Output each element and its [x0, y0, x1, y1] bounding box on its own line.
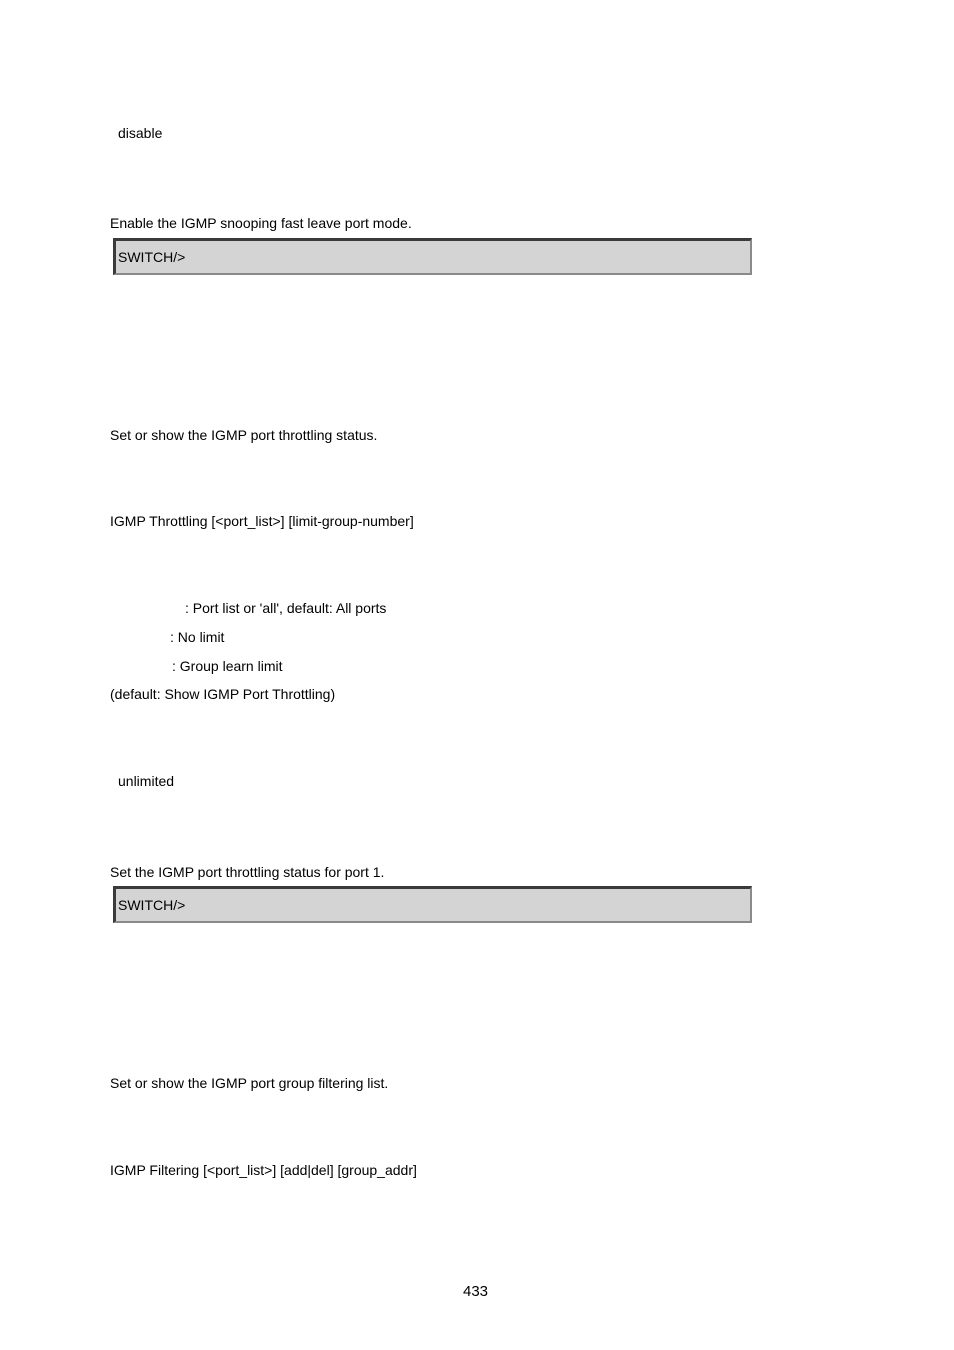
command-syntax: IGMP Filtering [<port_list>] [add|del] [group_addr] — [110, 1162, 417, 1178]
command-description: Set or show the IGMP port throttling status. — [110, 427, 378, 443]
example-description: Enable the IGMP snooping fast leave port mode. — [110, 215, 412, 231]
command-prompt: SWITCH/> — [118, 249, 186, 265]
parameter-port-list: : Port list or 'all', default: All ports — [185, 600, 387, 616]
default-value: unlimited — [118, 773, 175, 789]
parameter-no-limit: : No limit — [170, 629, 225, 645]
command-example-box — [113, 238, 752, 275]
command-description: Set or show the IGMP port group filtering list. — [110, 1075, 389, 1091]
page-number: 433 — [463, 1283, 489, 1300]
command-example-box — [113, 886, 752, 923]
command-syntax: IGMP Throttling [<port_list>] [limit-group-number] — [110, 513, 414, 529]
command-prompt: SWITCH/> — [118, 897, 186, 913]
parameter-default-note: (default: Show IGMP Port Throttling) — [110, 686, 336, 702]
example-description: Set the IGMP port throttling status for port 1. — [110, 864, 385, 880]
default-value: disable — [118, 125, 163, 141]
parameter-group-limit: : Group learn limit — [172, 658, 283, 674]
